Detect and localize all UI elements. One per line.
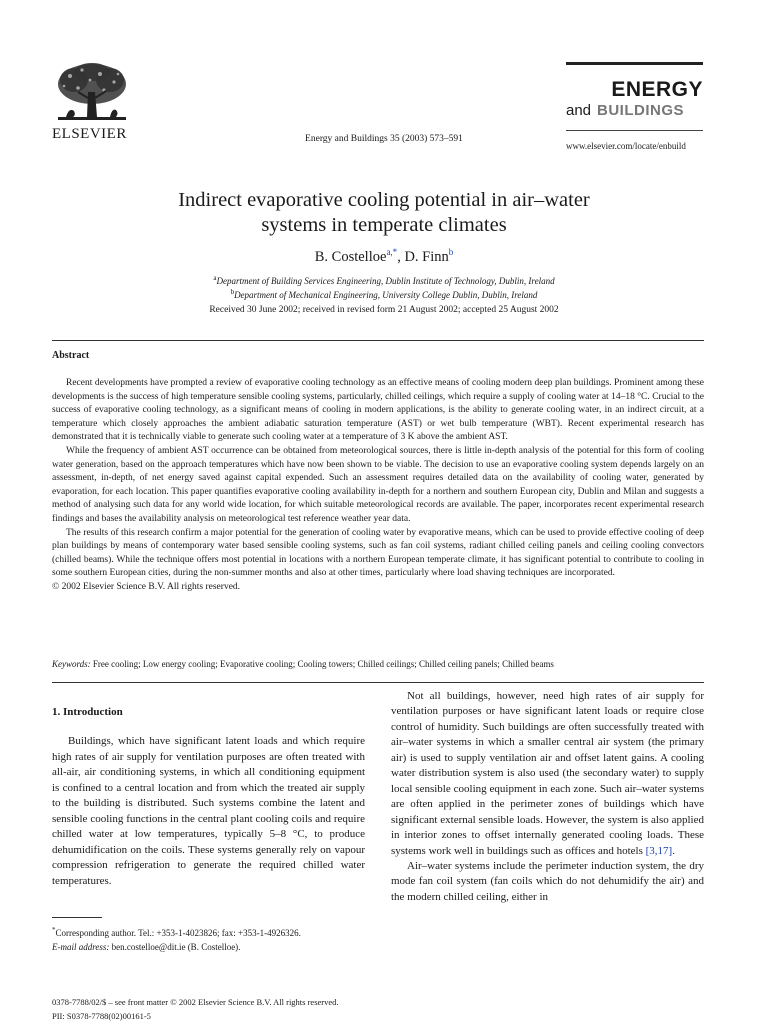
right-paragraph-1-end: . — [672, 844, 675, 857]
section-1-heading: 1. Introduction — [52, 706, 123, 718]
right-paragraph-2: Air–water systems include the perimeter induction system, the dry mode fan coil system (fan coils which do not dehumidify the air) and the modern chilled ceiling, either in — [391, 859, 704, 903]
received-dates: Received 30 June 2002; received in revised form 21 August 2002; accepted 25 August 2002 — [209, 305, 559, 315]
journal-citation: Energy and Buildings 35 (2003) 573–591 — [305, 134, 463, 144]
affiliation-b-text: Department of Mechanical Engineering, University College Dublin, Dublin, Ireland — [234, 290, 538, 300]
footnote-rule — [52, 917, 102, 918]
right-paragraph-1 — [391, 689, 704, 859]
journal-logo-bottom-rule — [566, 130, 703, 131]
footnote-email[interactable]: ben.costelloe@dit.ie (B. Costelloe). — [111, 941, 241, 952]
body-right-column — [391, 689, 704, 905]
footer-pii: PII: S0378-7788(02)00161-5 — [52, 1010, 151, 1021]
page-footer — [52, 996, 339, 1023]
reference-link-3-17[interactable]: [3,17] — [645, 844, 673, 857]
footnote-mark: * — [52, 926, 56, 934]
corresponding-author-footnote — [52, 924, 365, 954]
footnote-email-label: E-mail address: — [52, 941, 110, 952]
body-left-column — [52, 705, 365, 889]
journal-name-energy: ENERGY — [611, 78, 703, 101]
left-paragraph-1: Buildings, which have significant latent loads and which require high rates of air supply for ventilation purposes are often treated with all-air, air conditioning systems, in which all conditioning equipment is confined to a central location and from which the treated air supply to the building is distributed. Such systems combine the latent and sensible cooling functions in the central plant cooling coils and require chilled water at low temperatures, typically 5–8 °C, to produce dehumidification on the coils. These systems generally rely on vapour compression refrigeration to generate the required chilled water temperatures. — [52, 735, 365, 887]
abstract-paragraph-3: The results of this research confirm a major potential for the generation of cooling water by evaporative means, which can be used to provide effective cooling of deep plan buildings by means of contemporary water based sensible cooling systems, such as fan coil systems, radiant chilled ceiling panels and ceiling cooling convectors (chilled beams). While the technique offers most potential in locations with a northern European temperate climate, it has significant potential to contribute to cooling in some southern European cities, during the non-summer months and also at other times, particularly where load shaving techniques are incorporated. — [52, 527, 704, 579]
abstract-top-rule — [52, 340, 704, 341]
title-line-2: systems in temperate climates — [261, 214, 507, 236]
keywords-bottom-rule — [52, 682, 704, 683]
keywords-label: Keywords: — [52, 659, 91, 669]
abstract-paragraph-2: While the frequency of ambient AST occurrence can be obtained from meteorological sources, there is little in-depth analysis of the potential for this form of cooling water generation, based on the approach temperatures which have now been shown to be viable. The decision to use an evaporative cooling system depends largely on an assessment, in-depth, of net energy saved against capital expended. Such an assessment requires detailed data on the availability of cooling water, generated by evaporation, for each location. This paper quantifies evaporative cooling availability in-depth for a northern and southern European city, Dublin and Milan and suggests a method of analysing such data for any world wide location, for which suitable meteorological records are available. The paper, incorporates recent experimental research findings and bases the availability analysis on meteorological test reference weather year data. — [52, 445, 704, 524]
right-paragraph-1-text: Not all buildings, however, need high rates of air supply for ventilation purposes or have significant latent loads or require close control of humidity. Such buildings are often successfully treated with air–water systems in which a smaller central air system (the primary air) is used to supply ventilation air and offset latent gains. A cooling water distribution system is also used (the secondary water) to supply local sensible cooling equipment in each zone. Such air–water systems are often applied in the perimeter zones of buildings which have significant external sensible loads. However, the system is also applied in interior zones to offset internally generated cooling loads. These systems work well in buildings such as offices and hotels — [391, 690, 704, 857]
article-title — [0, 188, 768, 238]
footer-issn: 0378-7788/02/$ – see front matter © 2002 Elsevier Science B.V. All rights reserved. — [52, 997, 339, 1007]
keywords — [52, 659, 554, 669]
journal-logo-top-rule — [566, 62, 703, 65]
abstract-body — [52, 377, 704, 595]
journal-name-buildings: BUILDINGS — [597, 102, 684, 119]
journal-url-link[interactable]: www.elsevier.com/locate/enbuild — [566, 141, 686, 151]
abstract-paragraph-1: Recent developments have prompted a review of evaporative cooling technology as an effective means of cooling modern deep plan buildings. Prominent among these developments is the success of high temperature sensible cooling systems, particularly, chilled ceilings, which require a supply of cooling water at 14–18 °C. Crucial to the success of evaporative cooling technology, as a significant means of cooling in modern applications, is the ability to generate cooling water, in an indirect circuit, at a temperature which closely approaches the ambient adiabatic saturation temperature (AST) or wet bulb temperature (WBT). Recent experimental research has demonstrated that it is technically viable to generate such cooling water at a temperature of 3 K above the ambient AST. — [52, 378, 704, 443]
author-2-affiliation-mark[interactable]: b — [448, 247, 454, 257]
title-line-1: Indirect evaporative cooling potential in air–water — [178, 189, 590, 211]
affiliation-a — [0, 274, 768, 286]
author-list — [0, 247, 768, 266]
affiliation-a-text: Department of Building Services Engineering, Dublin Institute of Technology, Dublin, Ireland — [216, 276, 555, 286]
affiliation-b — [0, 288, 768, 300]
affiliation-a-mark: a — [213, 274, 217, 282]
affiliation-b-mark: b — [230, 288, 235, 296]
author-2: , D. Finn — [397, 248, 449, 265]
footnote-phone-fax: Corresponding author. Tel.: +353-1-4023826; fax: +353-1-4926326. — [55, 928, 301, 938]
abstract-copyright: © 2002 Elsevier Science B.V. All rights reserved. — [52, 581, 241, 592]
author-1: B. Costelloe — [314, 248, 387, 265]
footnote-contact — [52, 924, 365, 941]
abstract-heading: Abstract — [52, 350, 90, 361]
elsevier-tree-logo — [52, 62, 132, 124]
author-1-affiliation-mark[interactable]: a,* — [386, 247, 398, 257]
journal-name-and: and — [566, 102, 592, 119]
footnote-email-line — [52, 941, 365, 955]
keywords-text: Free cooling; Low energy cooling; Evaporative cooling; Cooling towers; Chilled ceilings; Chilled ceiling panels; Chilled beams — [92, 659, 554, 669]
publisher-name: ELSEVIER — [52, 126, 127, 142]
